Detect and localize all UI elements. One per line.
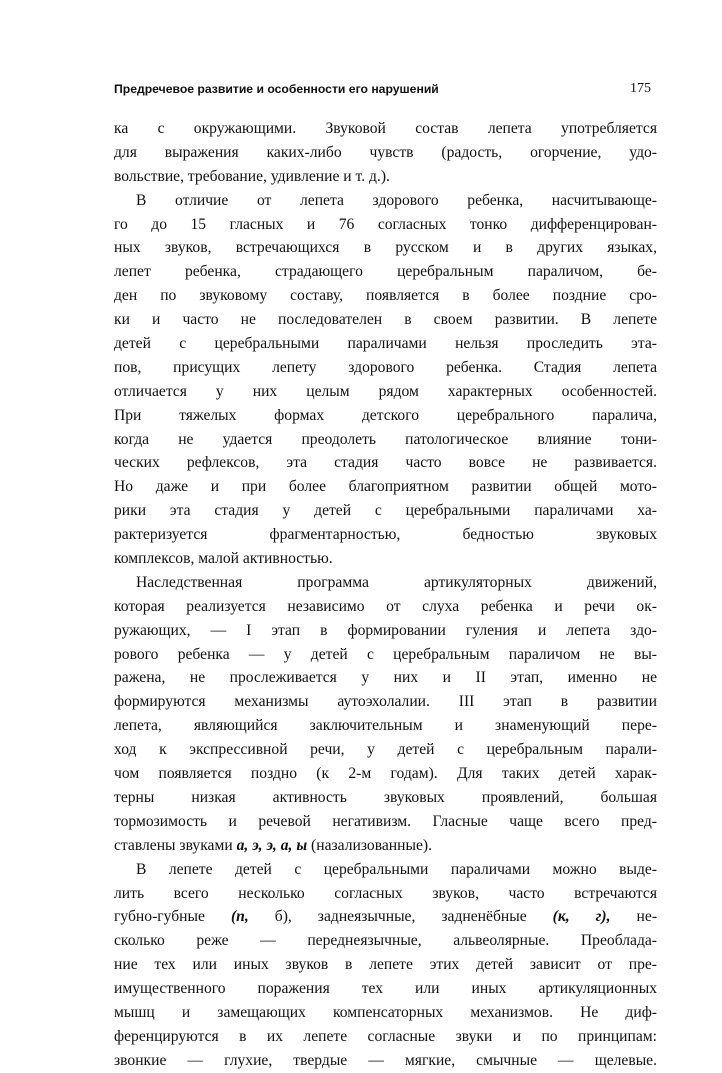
text-line: ход к экспрессивной речи, у детей с церебральным парали- [114, 741, 657, 759]
text-line: тормозимость и речевой негативизм. Гласные чаще всего пред- [114, 812, 657, 830]
page-number: 175 [630, 81, 651, 96]
text-line: звонкие — глухие, твердые — мягкие, смычные — щелевые. [114, 1051, 657, 1069]
text-run: ), заднеязычные, задненёбные [282, 908, 553, 926]
text-run: б [274, 908, 283, 926]
text-line: ние тех или иных звуков в лепете этих детей зависит от пре- [114, 956, 657, 974]
text-line: сколько реже — переднеязычные, альвеолярные. Преоблада- [114, 932, 657, 950]
text-line: пов, присущих лепету здорового ребенка. Стадия лепета [114, 358, 657, 376]
text-line: ки и часто не последователен в своем развитии. В лепете [114, 311, 657, 329]
text-line: мышц и замещающих компенсаторных механизмов. Не диф- [114, 1003, 657, 1021]
text-run: ставлены звуками [114, 836, 237, 854]
text-line: Наследственная программа артикуляторных движений, [136, 573, 657, 591]
text-line: терны низкая активность звуковых проявлений, большая [114, 788, 657, 806]
text-line: В лепете детей с церебральными параличами можно выде- [136, 860, 657, 878]
running-header-title: Предречевое развитие и особенности его нарушений [114, 82, 439, 96]
body-text [114, 117, 657, 1073]
text-line: В отличие от лепета здорового ребенка, насчитывающе- [136, 191, 657, 209]
text-line: При тяжелых формах детского церебрального паралича, [114, 406, 657, 424]
text-run: не- [610, 908, 658, 926]
text-line: рового ребенка — у детей с церебральным параличом не вы- [114, 645, 657, 663]
text-line: ка с окружающими. Звуковой состав лепета употребляется [114, 120, 657, 137]
text-line: лепета, являющийся заключительным и знаменующий пере- [114, 717, 657, 735]
text-line [114, 834, 657, 858]
text-run: (назализованные). [307, 836, 432, 854]
text-line: ружающих, — I этап в формировании гуления и лепета здо- [114, 621, 657, 639]
text-line: ден по звуковому составу, появляется в более поздние сро- [114, 287, 657, 305]
text-line: которая реализуется независимо от слуха ребенка и речи ок- [114, 597, 657, 615]
text-line: го до 15 гласных и 76 согласных тонко дифференцирован- [114, 215, 657, 233]
emphasized-sound: а, э, э, а, ы [236, 836, 308, 854]
text-line: для выражения каких-либо чувств (радость, огорчение, удо- [114, 143, 657, 161]
text-line: когда не удается преодолеть патологическое влияние тони- [114, 430, 657, 448]
text-line: отличается у них целым рядом характерных особенностей. [114, 382, 657, 400]
text-line: ференцируются в их лепете согласные звуки и по принципам: [114, 1027, 657, 1045]
emphasized-sound: (к, г), [552, 908, 611, 926]
text-line: имущественного поражения тех или иных артикуляционных [114, 980, 657, 998]
text-line: ческих рефлексов, эта стадия часто вовсе не развивается. [114, 454, 657, 472]
emphasized-sound: (п, [230, 908, 275, 926]
text-line: Но даже и при более благоприятном развитии общей мото- [114, 478, 657, 496]
text-line: ных звуков, встречающихся в русском и в других языках, [114, 239, 657, 257]
text-line: детей с церебральными параличами нельзя проследить эта- [114, 335, 657, 353]
text-run: губно-губные [114, 908, 231, 926]
text-line: комплексов, малой активностью. [114, 550, 333, 568]
text-line: рактеризуется фрагментарностью, бедностью звуковых [114, 526, 657, 544]
text-line: лепет ребенка, страдающего церебральным параличом, бе- [114, 263, 657, 281]
text-line: чом появляется поздно (к 2-м годам). Для таких детей харак- [114, 765, 657, 783]
text-line: вольствие, требование, удивление и т. д.). [114, 167, 390, 185]
text-line: лить всего несколько согласных звуков, часто встречаются [114, 884, 657, 902]
text-line [114, 905, 657, 929]
text-line: рики эта стадия у детей с церебральными параличами ха- [114, 502, 657, 520]
text-line: формируются механизмы аутоэхолалии. III этап в развитии [114, 693, 657, 711]
text-line: ражена, не прослеживается у них и II этап, именно не [114, 669, 657, 687]
